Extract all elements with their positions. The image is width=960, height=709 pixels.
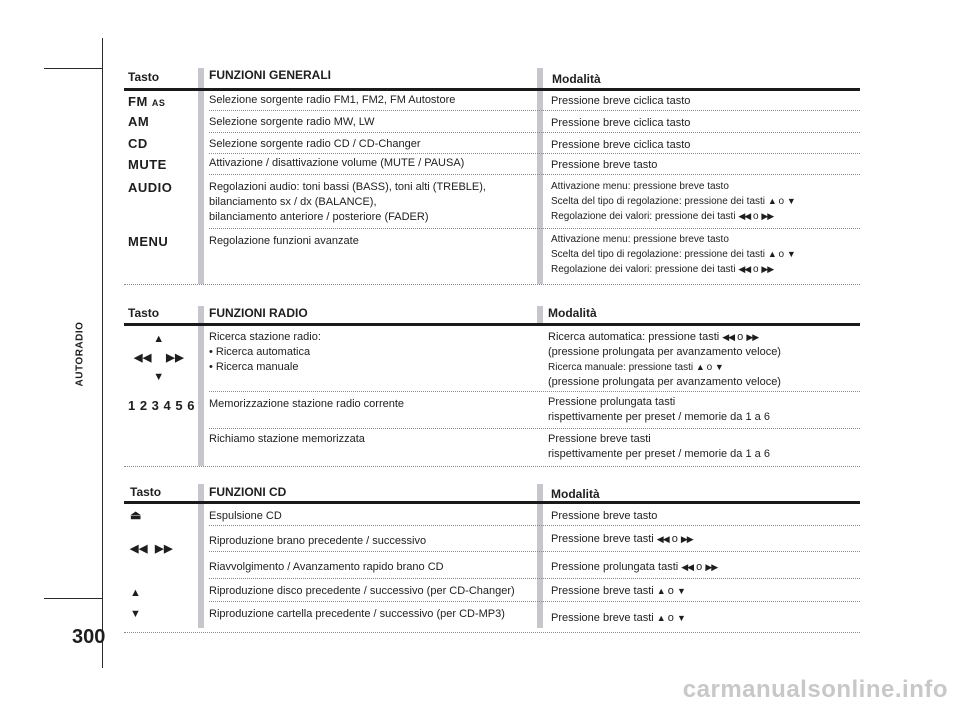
general-func-cell: Selezione sorgente radio FM1, FM2, FM Autostore <box>209 94 456 106</box>
row-divider <box>209 525 860 526</box>
radio-mode-cell <box>548 330 781 390</box>
radio-func-cell: Memorizzazione stazione radio corrente <box>209 398 405 410</box>
cd-mode-cell: Pressione breve tasti ▲ o ▼ <box>551 585 685 597</box>
cd-mode-cell: Pressione prolungata tasti ◀◀ o ▶▶ <box>551 561 718 573</box>
rewind-icon: ◀◀ <box>130 543 148 555</box>
up-arrow-icon: ▲ <box>130 587 142 599</box>
radio-mode-cell <box>548 395 770 425</box>
mode-line: Pressione breve tasti <box>548 433 651 445</box>
general-header-rule <box>124 88 860 91</box>
mode-line: Ricerca automatica: pressione tasti ◀◀ o ▶▶ <box>548 331 759 343</box>
row-divider <box>124 632 860 633</box>
down-arrow-icon: ▼ <box>676 586 685 596</box>
general-func-cell: Selezione sorgente radio CD / CD-Changer <box>209 138 421 150</box>
mode-line: (pressione prolungata per avanzamento veloce) <box>548 376 781 388</box>
up-arrow-icon: ▲ <box>656 613 665 623</box>
key-am: AM <box>128 114 150 129</box>
row-divider <box>209 228 860 229</box>
radio-func-cell <box>209 330 321 375</box>
rewind-icon: ◀◀ <box>738 264 751 274</box>
radio-func-column-bar <box>198 306 204 466</box>
rewind-icon: ◀◀ <box>656 534 669 544</box>
general-header-mode: Modalità <box>552 72 601 86</box>
cd-header-key: Tasto <box>130 485 162 499</box>
radio-functions-table <box>124 302 860 470</box>
mode-line: Scelta del tipo di regolazione: pressione dei tasti ▲ o ▼ <box>551 196 795 207</box>
general-func-cell <box>209 180 486 225</box>
key-presets: 1 2 3 4 5 6 <box>128 398 195 413</box>
key-audio: AUDIO <box>128 180 173 195</box>
cd-mode-cell: Pressione breve tasti ◀◀ o ▶▶ <box>551 533 693 545</box>
rewind-icon: ◀◀ <box>133 352 152 364</box>
func-line: • Ricerca manuale <box>209 361 299 373</box>
cd-header-rule <box>124 501 860 504</box>
func-line: bilanciamento sx / dx (BALANCE), <box>209 196 377 208</box>
general-header-functions: FUNZIONI GENERALI <box>209 68 331 82</box>
general-header-key: Tasto <box>128 70 160 84</box>
cd-mode-cell: Pressione breve tasto <box>551 510 658 522</box>
mode-line: Ricerca manuale: pressione tasti ▲ o ▼ <box>548 362 723 373</box>
general-functions-table <box>124 64 860 290</box>
rewind-icon: ◀◀ <box>738 211 751 221</box>
row-divider <box>124 466 860 467</box>
down-arrow-icon: ▼ <box>714 362 723 372</box>
forward-icon: ▶▶ <box>166 352 185 364</box>
cd-func-cell: Riproduzione brano precedente / successivo <box>209 535 427 547</box>
frame-vertical-line <box>102 38 103 598</box>
row-divider <box>209 601 860 602</box>
func-line: bilanciamento anteriore / posteriore (FADER) <box>209 211 429 223</box>
up-arrow-icon: ▲ <box>767 196 776 206</box>
radio-header-functions: FUNZIONI RADIO <box>209 306 308 320</box>
key-tuning-arrows <box>124 330 194 387</box>
forward-icon: ▶▶ <box>746 332 759 342</box>
radio-header-rule <box>124 323 860 326</box>
key-menu: MENU <box>128 234 169 249</box>
cd-header-mode: Modalità <box>551 487 600 501</box>
row-divider <box>209 110 860 111</box>
row-divider <box>209 132 860 133</box>
down-arrow-icon: ▼ <box>153 371 165 383</box>
cd-func-cell: Espulsione CD <box>209 510 282 522</box>
forward-icon: ▶▶ <box>761 211 774 221</box>
general-func-cell: Selezione sorgente radio MW, LW <box>209 116 375 128</box>
general-mode-cell: Pressione breve ciclica tasto <box>551 95 691 107</box>
general-mode-cell: Pressione breve ciclica tasto <box>551 139 691 151</box>
general-func-cell: Regolazione funzioni avanzate <box>209 235 359 247</box>
cd-functions-table <box>124 482 860 634</box>
frame-bottom-curve <box>44 598 102 599</box>
general-mode-cell: Pressione breve tasto <box>551 159 658 171</box>
down-arrow-icon: ▼ <box>786 196 795 206</box>
cd-header-functions: FUNZIONI CD <box>209 485 287 499</box>
row-divider <box>209 578 860 579</box>
radio-header-mode: Modalità <box>548 306 597 320</box>
row-divider <box>209 153 860 154</box>
func-line: • Ricerca automatica <box>209 346 311 358</box>
forward-icon: ▶▶ <box>761 264 774 274</box>
forward-icon: ▶▶ <box>155 543 173 555</box>
row-divider <box>209 391 860 392</box>
frame-top-curve <box>44 68 102 69</box>
rewind-icon: ◀◀ <box>681 562 694 572</box>
page-number: 300 <box>72 626 106 648</box>
forward-icon: ▶▶ <box>680 534 693 544</box>
mode-line: Scelta del tipo di regolazione: pressione dei tasti ▲ o ▼ <box>551 249 795 260</box>
mode-line: rispettivamente per preset / memorie da 1 a 6 <box>548 411 770 423</box>
row-divider <box>124 284 860 285</box>
general-mode-column-bar <box>537 68 543 284</box>
mode-line: Regolazione dei valori: pressione dei tasti ◀◀ o ▶▶ <box>551 211 774 222</box>
row-divider <box>209 174 860 175</box>
cd-func-column-bar <box>198 484 204 628</box>
key-mute: MUTE <box>128 157 167 172</box>
mode-line: Regolazione dei valori: pressione dei tasti ◀◀ o ▶▶ <box>551 264 774 275</box>
up-arrow-icon: ▲ <box>153 333 165 345</box>
down-arrow-icon: ▼ <box>786 249 795 259</box>
cd-mode-cell: Pressione breve tasti ▲ o ▼ <box>551 612 685 624</box>
general-mode-cell: Pressione breve ciclica tasto <box>551 117 691 129</box>
mode-line: Pressione prolungata tasti <box>548 396 676 408</box>
eject-icon: ⏏ <box>130 508 142 522</box>
watermark: carmanualsonline.info <box>682 676 948 703</box>
cd-func-cell: Riavvolgimento / Avanzamento rapido brano CD <box>209 561 444 573</box>
general-func-cell: Attivazione / disattivazione volume (MUTE / PAUSA) <box>209 157 465 169</box>
radio-header-key: Tasto <box>128 306 160 320</box>
radio-mode-cell <box>548 432 770 462</box>
up-arrow-icon: ▲ <box>656 586 665 596</box>
mode-line: (pressione prolungata per avanzamento veloce) <box>548 346 781 358</box>
down-arrow-icon: ▼ <box>130 608 142 620</box>
down-arrow-icon: ▼ <box>676 613 685 623</box>
cd-func-cell: Riproduzione disco precedente / successivo (per CD-Changer) <box>209 585 515 597</box>
general-mode-cell <box>551 180 795 224</box>
up-arrow-icon: ▲ <box>695 362 704 372</box>
key-track-arrows <box>130 542 173 555</box>
row-divider <box>209 428 860 429</box>
key-fm: FM AS <box>128 94 166 109</box>
func-line: Ricerca stazione radio: <box>209 331 321 343</box>
func-line: Regolazioni audio: toni bassi (BASS), toni alti (TREBLE), <box>209 181 486 193</box>
rewind-icon: ◀◀ <box>722 332 735 342</box>
general-mode-cell <box>551 233 795 277</box>
general-func-column-bar <box>198 68 204 284</box>
up-arrow-icon: ▲ <box>767 249 776 259</box>
row-divider <box>209 551 860 552</box>
seek-arrows <box>124 349 194 368</box>
forward-icon: ▶▶ <box>705 562 718 572</box>
mode-line: Attivazione menu: pressione breve tasto <box>551 181 729 192</box>
key-cd: CD <box>128 136 148 151</box>
cd-func-cell: Riproduzione cartella precedente / successivo (per CD-MP3) <box>209 608 505 620</box>
mode-line: Attivazione menu: pressione breve tasto <box>551 234 729 245</box>
radio-func-cell: Richiamo stazione memorizzata <box>209 433 365 445</box>
cd-mode-column-bar <box>537 484 543 628</box>
mode-line: rispettivamente per preset / memorie da 1 a 6 <box>548 448 770 460</box>
